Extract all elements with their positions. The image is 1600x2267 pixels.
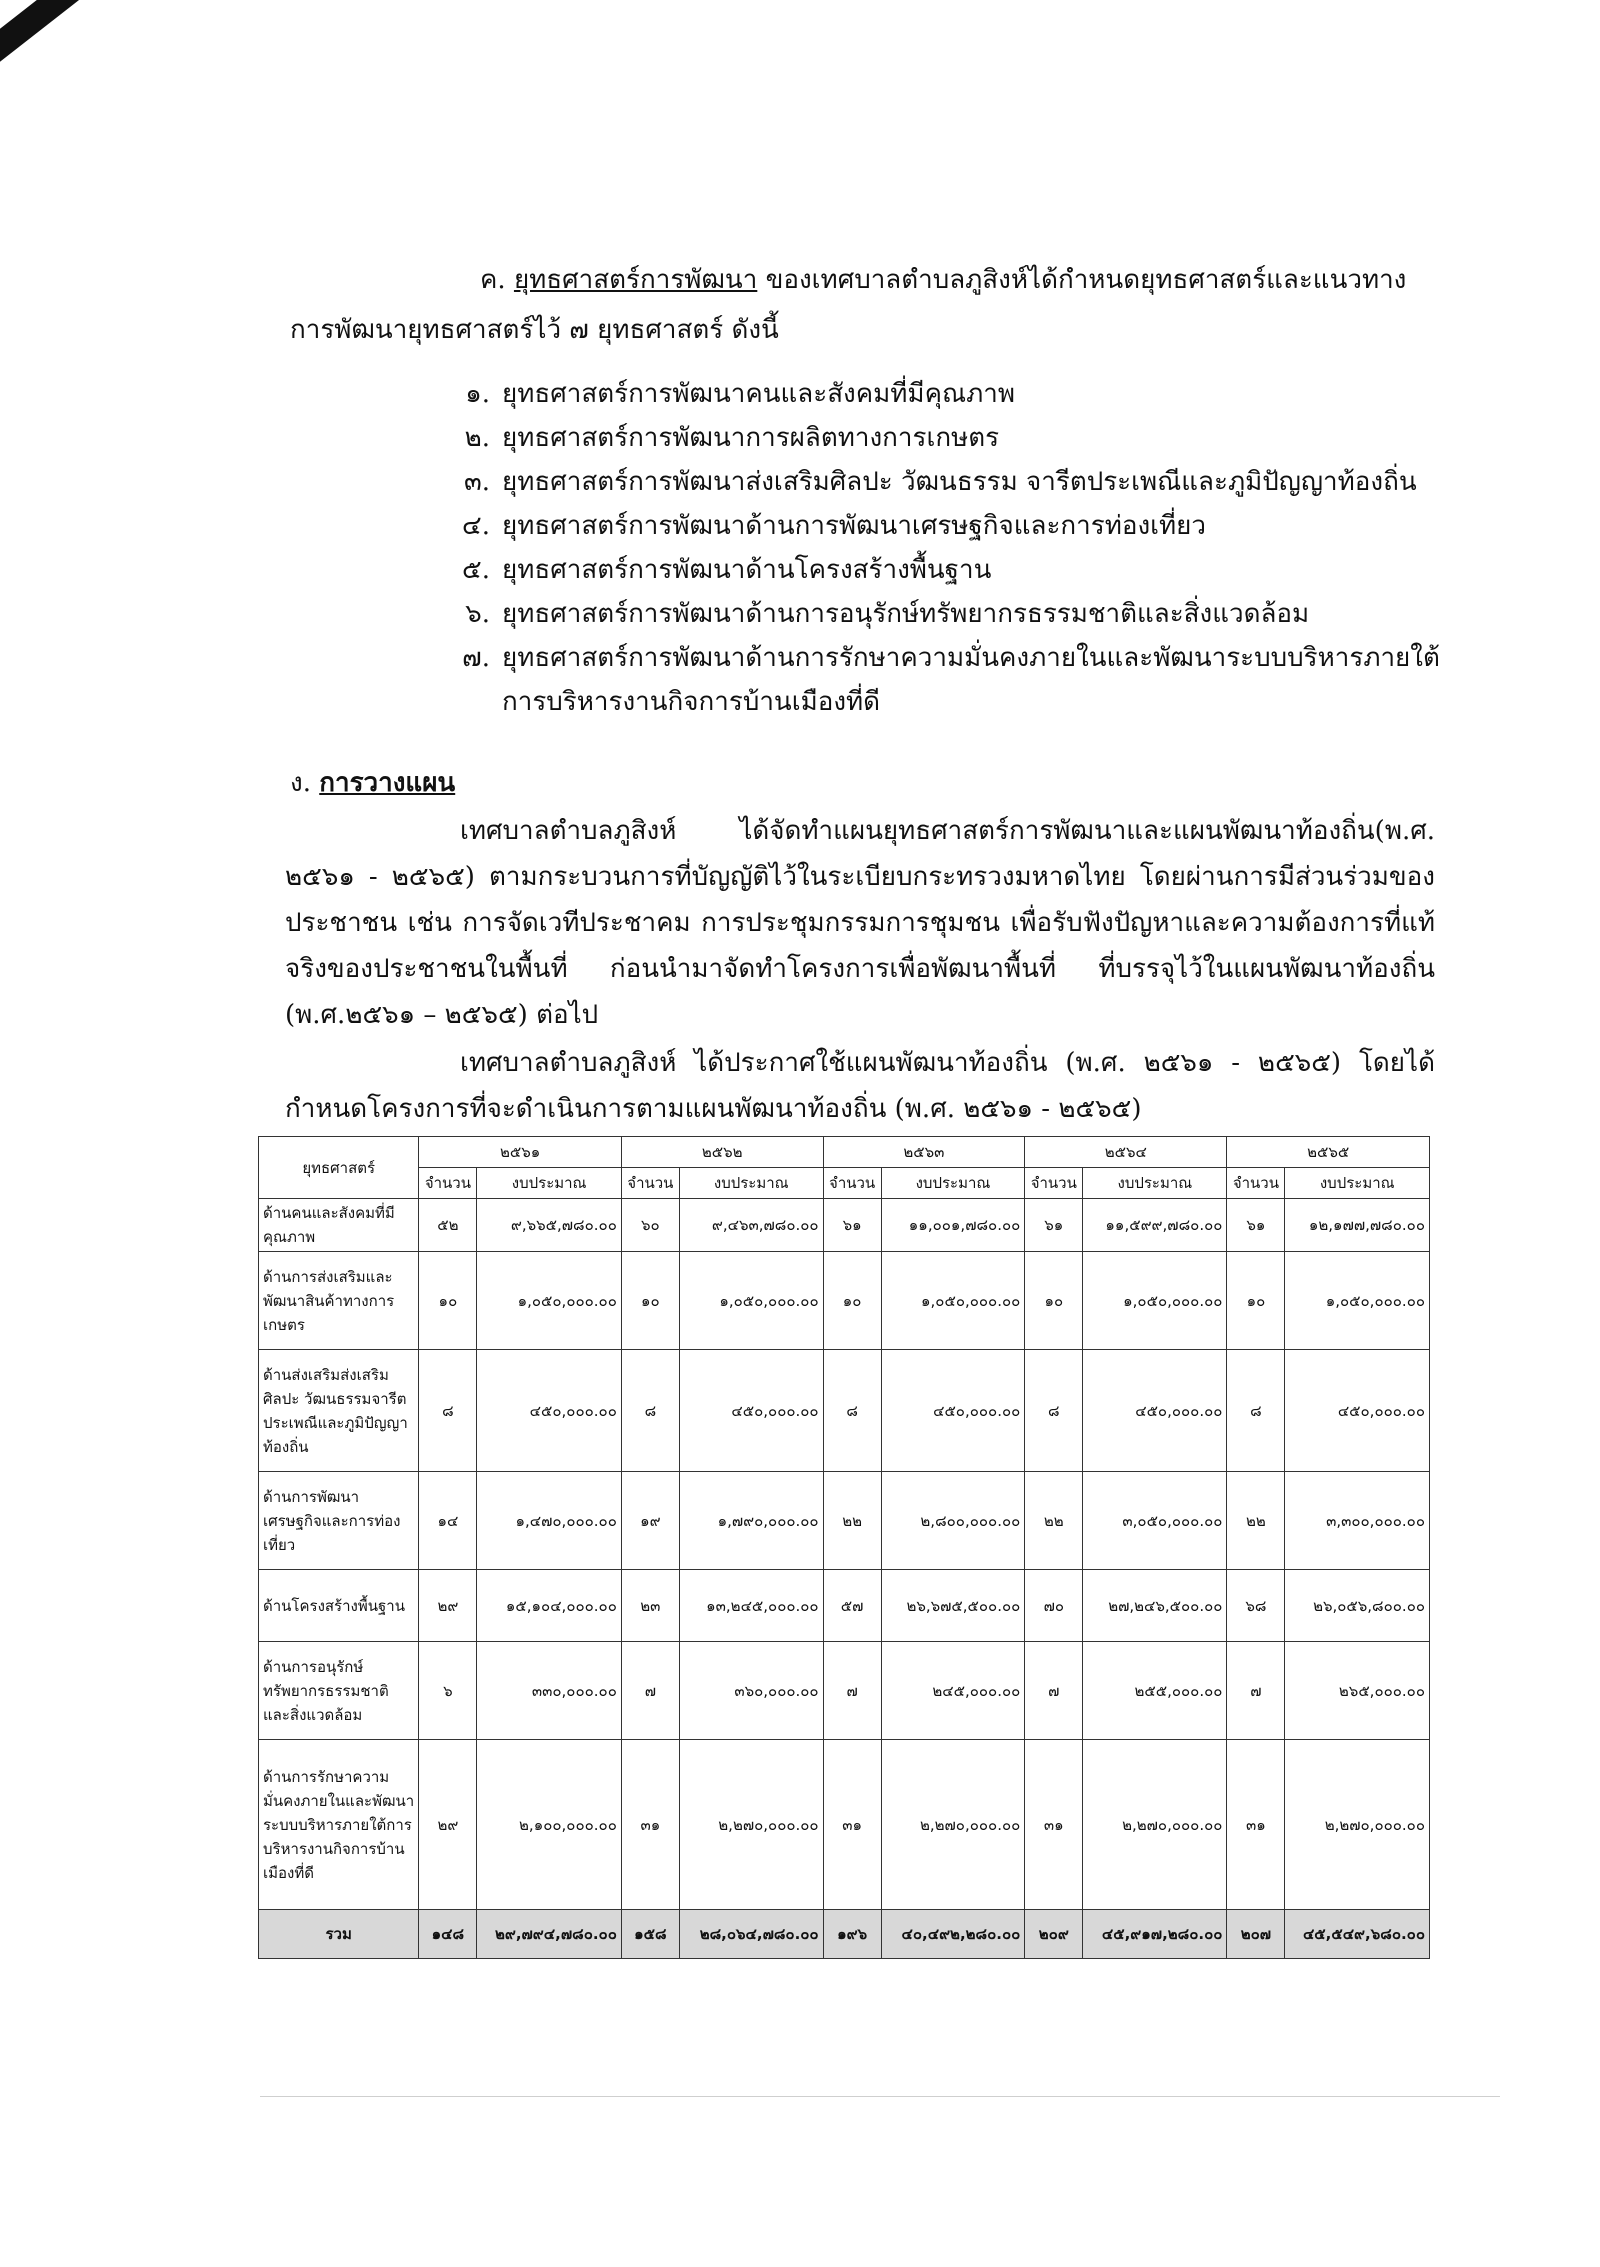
list-item [440,460,1440,504]
budget-amount-cell: ๒๕๕,๐๐๐.๐๐ [1083,1642,1227,1740]
budget-amount-cell: ๑,๗๙๐,๐๐๐.๐๐ [679,1472,823,1570]
list-item [440,636,1440,724]
list-item-number: ๑. [465,379,490,409]
table-subheader-row [259,1168,1430,1199]
budget-amount-cell: ๒,๒๗๐,๐๐๐.๐๐ [679,1740,823,1910]
project-count-cell: ๒๒ [1227,1472,1285,1570]
budget-amount-cell: ๑๑,๐๐๑,๗๘๐.๐๐ [881,1199,1025,1252]
budget-amount-cell: ๑,๐๕๐,๐๐๐.๐๐ [881,1252,1025,1350]
budget-header: งบประมาณ [679,1168,823,1199]
budget-amount-cell: ๒๘,๐๖๔,๗๘๐.๐๐ [679,1910,823,1959]
project-count-cell: ๖๐ [621,1199,679,1252]
budget-amount-cell: ๓,๐๕๐,๐๐๐.๐๐ [1083,1472,1227,1570]
list-item [440,592,1440,636]
budget-amount-cell: ๑๓,๒๔๕,๐๐๐.๐๐ [679,1570,823,1642]
budget-header: งบประมาณ [477,1168,621,1199]
list-item-text: ยุทธศาสตร์การพัฒนาส่งเสริมศิลปะ วัฒนธรรม จารีตประเพณีและภูมิปัญญาท้องถิ่น [502,467,1417,497]
year-header: ๒๕๖๑ [419,1137,621,1168]
budget-amount-cell: ๙,๖๖๕,๗๘๐.๐๐ [477,1199,621,1252]
budget-amount-cell: ๔๐,๔๙๒,๒๘๐.๐๐ [881,1910,1025,1959]
project-count-cell: ๑๙ [621,1472,679,1570]
budget-amount-cell: ๓,๓๐๐,๐๐๐.๐๐ [1285,1472,1430,1570]
project-budget-table [258,1136,1430,1959]
budget-amount-cell: ๔๕๐,๐๐๐.๐๐ [1285,1350,1430,1472]
project-count-cell: ๗ [823,1642,881,1740]
list-item [440,548,1440,592]
list-item-number: ๔. [462,511,490,541]
count-header: จำนวน [621,1168,679,1199]
section-c [290,255,1430,355]
project-count-cell: ๗ [621,1642,679,1740]
year-header: ๒๕๖๕ [1227,1137,1430,1168]
strategy-name-cell: ด้านคนและสังคมที่มีคุณภาพ [259,1199,419,1252]
table-row [259,1642,1430,1740]
budget-amount-cell: ๑๑,๕๙๙,๗๘๐.๐๐ [1083,1199,1227,1252]
project-count-cell: ๒๐๙ [1025,1910,1083,1959]
project-count-cell: ๒๐๗ [1227,1910,1285,1959]
list-item-text: ยุทธศาสตร์การพัฒนาด้านการพัฒนาเศรษฐกิจและการท่องเที่ยว [502,511,1207,541]
budget-header: งบประมาณ [881,1168,1025,1199]
scan-corner-mark [0,0,140,140]
project-count-cell: ๑๐ [1227,1252,1285,1350]
project-count-cell: ๖๑ [1227,1199,1285,1252]
budget-amount-cell: ๒๖,๐๕๖,๘๐๐.๐๐ [1285,1570,1430,1642]
project-count-cell: ๑๔ [419,1472,477,1570]
project-count-cell: ๑๐ [621,1252,679,1350]
list-item-number: ๓. [463,467,490,497]
project-count-cell: ๓๑ [621,1740,679,1910]
section-c-prefix: ค. [480,265,506,295]
list-item-number: ๕. [462,555,490,585]
project-count-cell: ๖๘ [1227,1570,1285,1642]
budget-amount-cell: ๑๕,๑๐๔,๐๐๐.๐๐ [477,1570,621,1642]
project-count-cell: ๕๗ [823,1570,881,1642]
project-count-cell: ๗ [1227,1642,1285,1740]
budget-amount-cell: ๒๙,๗๙๔,๗๘๐.๐๐ [477,1910,621,1959]
strategy-name-cell: ด้านการอนุรักษ์ทรัพยากรธรรมชาติและสิ่งแวดล้อม [259,1642,419,1740]
project-count-cell: ๑๐ [419,1252,477,1350]
section-c-intro [290,255,1430,355]
budget-amount-cell: ๔๕,๙๑๗,๒๘๐.๐๐ [1083,1910,1227,1959]
strategy-column-header: ยุทธศาสตร์ [259,1137,419,1199]
budget-amount-cell: ๒๗,๒๔๖,๕๐๐.๐๐ [1083,1570,1227,1642]
budget-amount-cell: ๑,๐๕๐,๐๐๐.๐๐ [1083,1252,1227,1350]
budget-amount-cell: ๑,๐๕๐,๐๐๐.๐๐ [477,1252,621,1350]
list-item-number: ๒. [464,423,490,453]
count-header: จำนวน [1025,1168,1083,1199]
project-count-cell: ๒๙ [419,1740,477,1910]
budget-amount-cell: ๔๕๐,๐๐๐.๐๐ [477,1350,621,1472]
table-row [259,1252,1430,1350]
project-count-cell: ๓๑ [1025,1740,1083,1910]
budget-amount-cell: ๔๕,๕๔๙,๖๘๐.๐๐ [1285,1910,1430,1959]
count-header: จำนวน [419,1168,477,1199]
project-count-cell: ๑๙๖ [823,1910,881,1959]
table-row [259,1570,1430,1642]
budget-amount-cell: ๒,๘๐๐,๐๐๐.๐๐ [881,1472,1025,1570]
budget-amount-cell: ๔๕๐,๐๐๐.๐๐ [1083,1350,1227,1472]
list-item [440,416,1440,460]
budget-header: งบประมาณ [1083,1168,1227,1199]
list-item-text: ยุทธศาสตร์การพัฒนาด้านการอนุรักษ์ทรัพยากรธรรมชาติและสิ่งแวดล้อม [502,599,1310,629]
list-item-text: ยุทธศาสตร์การพัฒนาการผลิตทางการเกษตร [502,423,1000,453]
budget-amount-cell: ๓๖๐,๐๐๐.๐๐ [679,1642,823,1740]
project-count-cell: ๒๙ [419,1570,477,1642]
strategy-name-cell: ด้านการส่งเสริมและพัฒนาสินค้าทางการเกษตร [259,1252,419,1350]
budget-amount-cell: ๓๓๐,๐๐๐.๐๐ [477,1642,621,1740]
project-count-cell: ๘ [419,1350,477,1472]
budget-amount-cell: ๑,๔๗๐,๐๐๐.๐๐ [477,1472,621,1570]
project-count-cell: ๓๑ [823,1740,881,1910]
list-item-number: ๗. [462,643,490,673]
planning-paragraph-1: เทศบาลตำบลภูสิงห์ ได้จัดทำแผนยุทธศาสตร์การพัฒนาและแผนพัฒนาท้องถิ่น(พ.ศ. ๒๕๖๑ - ๒๕๖๕) ตามกระบวนการที่บัญญัติไว้ในระเบียบกระทรวงมหาดไทย โดยผ่านการมีส่วนร่วมของประชาชน เช่น การจัดเวทีประชาคม การประชุมกรรมการชุมชน เพื่อรับฟังปัญหาและความต้องการที่แท้จริงของประชาชนในพื้นที่ ก่อนนำมาจัดทำโครงการเพื่อพัฒนาพื้นที่ ที่บรรจุไว้ในแผนพัฒนาท้องถิ่น (พ.ศ.๒๕๖๑ – ๒๕๖๕) ต่อไป [285,816,1435,1030]
budget-amount-cell: ๒,๒๗๐,๐๐๐.๐๐ [1083,1740,1227,1910]
project-count-cell: ๘ [823,1350,881,1472]
project-count-cell: ๒๒ [823,1472,881,1570]
project-count-cell: ๗๐ [1025,1570,1083,1642]
count-header: จำนวน [1227,1168,1285,1199]
budget-header: งบประมาณ [1285,1168,1430,1199]
budget-amount-cell: ๔๕๐,๐๐๐.๐๐ [881,1350,1025,1472]
table-body [259,1199,1430,1959]
year-header: ๒๕๖๓ [823,1137,1025,1168]
budget-amount-cell: ๒๖๕,๐๐๐.๐๐ [1285,1642,1430,1740]
list-item-text: ยุทธศาสตร์การพัฒนาคนและสังคมที่มีคุณภาพ [502,379,1015,409]
project-count-cell: ๗ [1025,1642,1083,1740]
budget-amount-cell: ๑๒,๑๗๗,๗๘๐.๐๐ [1285,1199,1430,1252]
planning-paragraph-2: เทศบาลตำบลภูสิงห์ ได้ประกาศใช้แผนพัฒนาท้องถิ่น (พ.ศ. ๒๕๖๑ - ๒๕๖๕) โดยได้กำหนดโครงการที่จะดำเนินการตามแผนพัฒนาท้องถิ่น (พ.ศ. ๒๕๖๑ - ๒๕๖๕) [285,1048,1435,1124]
budget-amount-cell: ๑,๐๕๐,๐๐๐.๐๐ [1285,1252,1430,1350]
budget-amount-cell: ๒๔๕,๐๐๐.๐๐ [881,1642,1025,1740]
budget-amount-cell: ๒,๒๗๐,๐๐๐.๐๐ [881,1740,1025,1910]
budget-amount-cell: ๑,๐๕๐,๐๐๐.๐๐ [679,1252,823,1350]
bottom-divider [260,2096,1500,2097]
strategy-list [440,372,1440,724]
project-count-cell: ๑๔๘ [419,1910,477,1959]
table-row [259,1472,1430,1570]
strategy-name-cell: ด้านส่งเสริมส่งเสริมศิลปะ วัฒนธรรมจารีตประเพณีและภูมิปัญญาท้องถิ่น [259,1350,419,1472]
list-item [440,504,1440,548]
project-count-cell: ๘ [1227,1350,1285,1472]
strategy-name-cell: ด้านการพัฒนาเศรษฐกิจและการท่องเที่ยว [259,1472,419,1570]
budget-amount-cell: ๒๖,๖๗๕,๕๐๐.๐๐ [881,1570,1025,1642]
project-count-cell: ๖ [419,1642,477,1740]
list-item-text: ยุทธศาสตร์การพัฒนาด้านการรักษาความมั่นคงภายในและพัฒนาระบบบริหารภายใต้การบริหารงานกิจการบ้านเมืองที่ดี [502,643,1440,717]
project-count-cell: ๑๐ [823,1252,881,1350]
project-count-cell: ๖๑ [823,1199,881,1252]
table-row [259,1350,1430,1472]
section-c-heading: ยุทธศาสตร์การพัฒนา [513,265,758,295]
project-count-cell: ๕๒ [419,1199,477,1252]
strategy-name-cell: ด้านโครงสร้างพื้นฐาน [259,1570,419,1642]
project-count-cell: ๑๕๘ [621,1910,679,1959]
year-header: ๒๕๖๒ [621,1137,823,1168]
section-d-prefix: ง. [290,768,311,798]
project-count-cell: ๓๑ [1227,1740,1285,1910]
list-item-text: ยุทธศาสตร์การพัฒนาด้านโครงสร้างพื้นฐาน [502,555,992,585]
section-d-title: การวางแผน [319,768,456,798]
table-row [259,1740,1430,1910]
strategy-name-cell: รวม [259,1910,419,1959]
budget-amount-cell: ๒,๒๗๐,๐๐๐.๐๐ [1285,1740,1430,1910]
table-header-row [259,1137,1430,1168]
project-count-cell: ๘ [1025,1350,1083,1472]
section-c-text: ของเทศบาลตำบลภูสิงห์ได้กำหนดยุทธศาสตร์และแนวทางการพัฒนายุทธศาสตร์ไว้ ๗ ยุทธศาสตร์ ดังนี้ [290,265,1407,345]
project-count-cell: ๒๒ [1025,1472,1083,1570]
project-count-cell: ๖๑ [1025,1199,1083,1252]
year-header: ๒๕๖๔ [1025,1137,1227,1168]
strategy-name-cell: ด้านการรักษาความมั่นคงภายในและพัฒนาระบบบริหารภายใต้การบริหารงานกิจการบ้านเมืองที่ดี [259,1740,419,1910]
project-count-cell: ๒๓ [621,1570,679,1642]
project-count-cell: ๑๐ [1025,1252,1083,1350]
table-row [259,1199,1430,1252]
budget-amount-cell: ๔๕๐,๐๐๐.๐๐ [679,1350,823,1472]
count-header: จำนวน [823,1168,881,1199]
section-d-heading [290,762,455,803]
table-total-row [259,1910,1430,1959]
list-item [440,372,1440,416]
project-count-cell: ๘ [621,1350,679,1472]
budget-amount-cell: ๒,๑๐๐,๐๐๐.๐๐ [477,1740,621,1910]
budget-amount-cell: ๙,๔๖๓,๗๘๐.๐๐ [679,1199,823,1252]
list-item-number: ๖. [465,599,490,629]
